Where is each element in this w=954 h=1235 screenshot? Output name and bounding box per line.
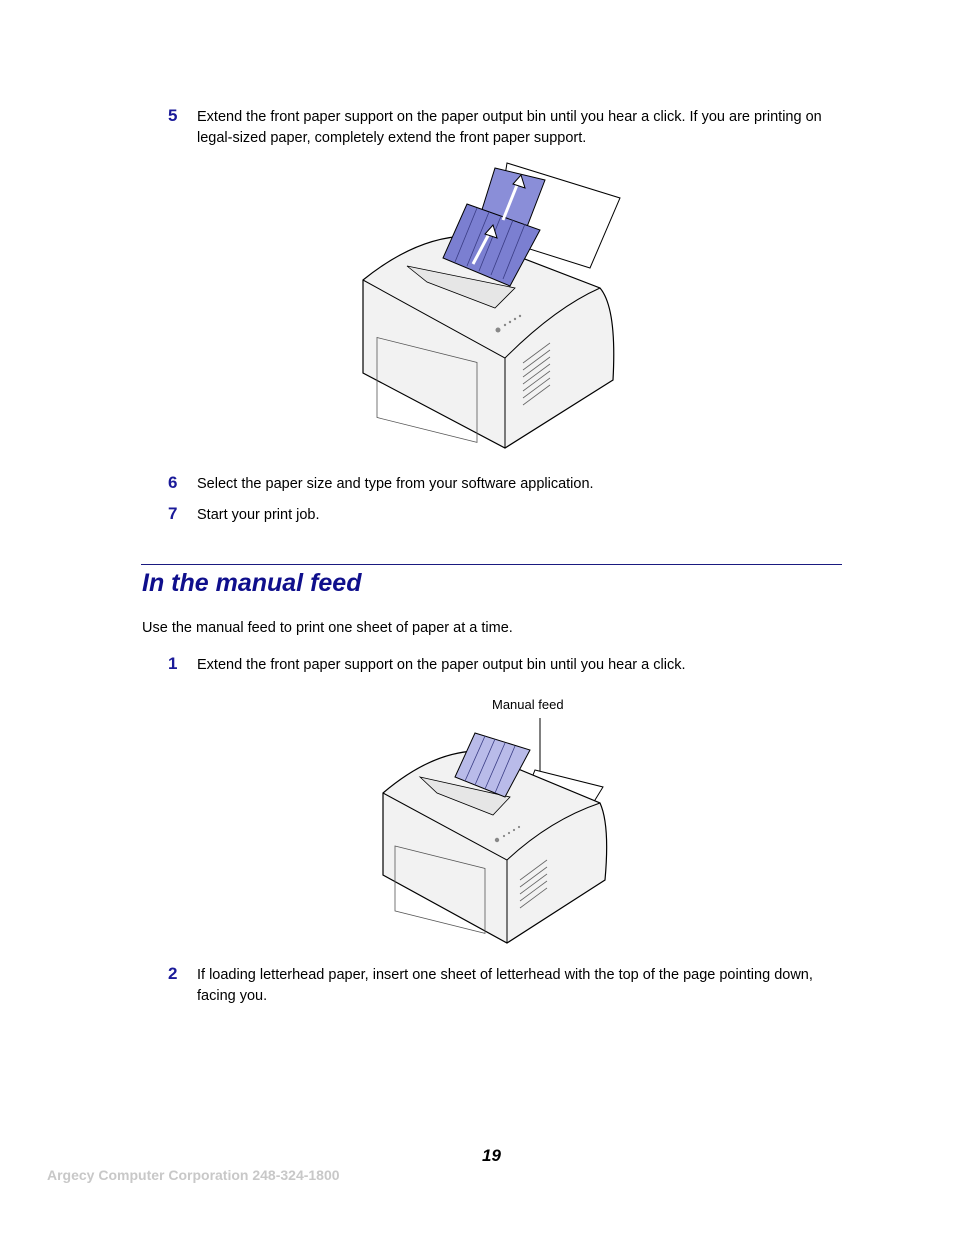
- section-heading: In the manual feed: [142, 569, 362, 597]
- step-text: Extend the front paper support on the paper output bin until you hear a click.: [197, 657, 686, 673]
- page-number: 19: [482, 1146, 501, 1165]
- step-text: Select the paper size and type from your software application.: [197, 476, 594, 492]
- step-text: Start your print job.: [197, 507, 320, 523]
- step-text: If loading letterhead paper, insert one sheet of letterhead with the top of the page pointing down, facing you.: [197, 967, 813, 1004]
- step-number: 7: [168, 504, 178, 523]
- step-text: Extend the front paper support on the paper output bin until you hear a click. If you are printing on legal-sized paper, completely extend the front paper support.: [197, 109, 822, 146]
- printer-illustration-extended-support: [355, 158, 625, 453]
- step-number: 1: [168, 654, 178, 673]
- footer-text: Argecy Computer Corporation 248-324-1800: [47, 1167, 340, 1183]
- step-number: 5: [168, 106, 178, 125]
- step-number: 2: [168, 964, 178, 983]
- printer-illustration-manual-feed: [375, 715, 615, 950]
- callout-label: Manual feed: [492, 697, 564, 712]
- step-number: 6: [168, 473, 178, 492]
- section-divider: [141, 564, 842, 565]
- section-intro: Use the manual feed to print one sheet of paper at a time.: [142, 620, 513, 636]
